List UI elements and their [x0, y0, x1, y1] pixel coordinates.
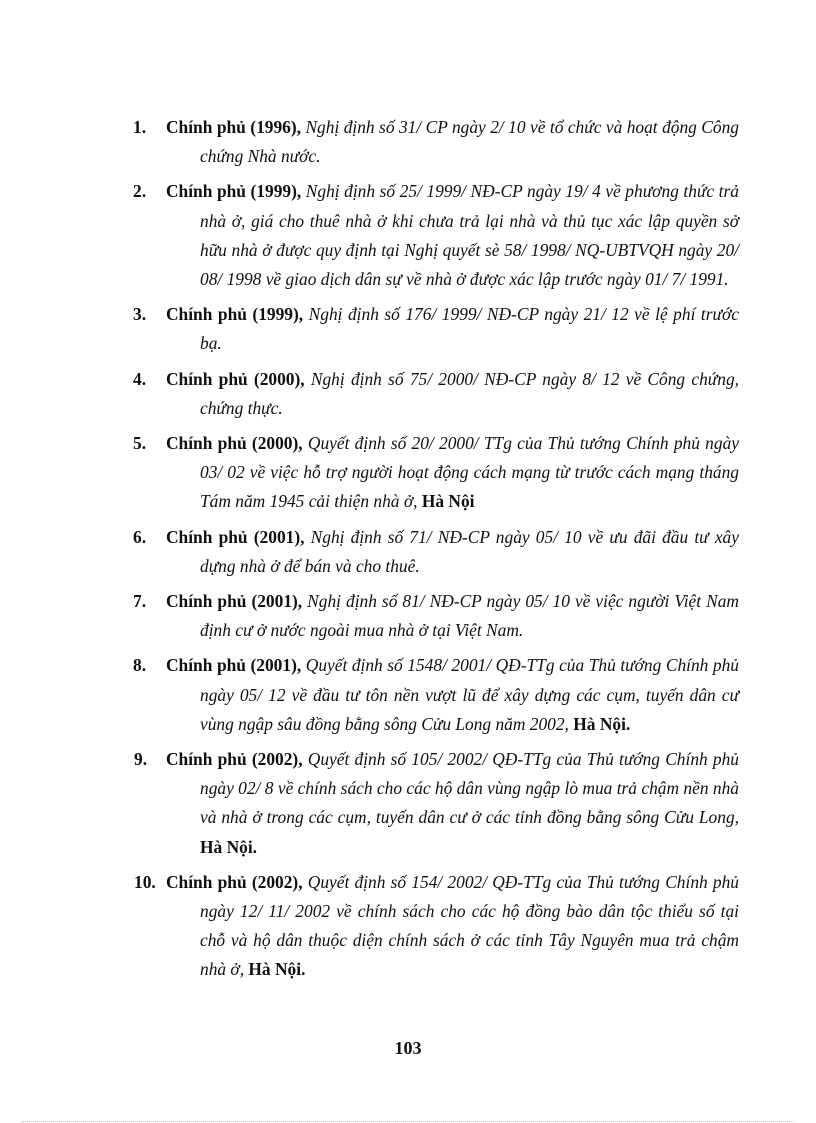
reference-number: 8. [133, 655, 147, 676]
reference-title: Nghị định số 31/ CP ngày 2/ 10 về tổ chức và hoạt động Công chứng Nhà nước. [200, 117, 739, 167]
reference-title: Quyết định số 1548/ 2001/ QĐ-TTg của Thủ tướng Chính phủ ngày 05/ 12 về đầu tư tôn nền vượt lũ để xây dựng các cụm, tuyến dân cư vùng ngập sâu đồng bằng sông Cửu Long năm 2002, [200, 655, 739, 734]
reference-author: Chính phủ (1996), [166, 117, 302, 137]
reference-author: Chính phủ (1999), [166, 304, 304, 325]
reference-number: 7. [133, 591, 147, 612]
reference-item [133, 745, 739, 862]
reference-item [133, 868, 739, 985]
reference-title: Nghị định số 71/ NĐ-CP ngày 05/ 10 về ưu đãi đầu tư xây dựng nhà ở để bán và cho thuê. [200, 526, 739, 576]
reference-author: Chính phủ (2002), [166, 871, 303, 892]
page-number: 103 [394, 1038, 422, 1058]
reference-place: Hà Nội. [568, 713, 631, 734]
reference-item [133, 429, 739, 517]
reference-number: 10. [134, 871, 156, 892]
reference-place: Hà Nội. [244, 959, 306, 980]
reference-author: Chính phủ (2001), [166, 655, 302, 676]
reference-number: 4. [133, 368, 147, 389]
reference-number: 9. [134, 749, 148, 770]
reference-place: Hà Nội [417, 491, 475, 512]
reference-item [133, 365, 739, 423]
reference-title: Nghị định số 25/ 1999/ NĐ-CP ngày 19/ 4 về phương thức trả nhà ở, giá cho thuê nhà ở khi chưa trả lại nhà và thủ tục xác lập quyền sở hữu nhà ở được quy định tại Nghị quyết sè 58/ 1998/ NQ-UBTVQH ngày 20/ 08/ 1998 về giao dịch dân sự về nhà ở được xác lập trước ngày 01/ 7/ 1991. [200, 181, 739, 290]
reference-title: Quyết định số 154/ 2002/ QĐ-TTg của Thủ tướng Chính phủ ngày 12/ 11/ 2002 về chính sách cho các hộ đồng bào dân tộc thiểu số tại chỗ và hộ dân thuộc diện chính sách ở các tỉnh Tây Nguyên mua trả chậm nhà ở, [200, 871, 739, 980]
reference-place: Hà Nội. [200, 836, 258, 857]
reference-item [133, 587, 739, 645]
reference-author: Chính phủ (2000), [166, 368, 305, 389]
reference-title: Nghị định số 75/ 2000/ NĐ-CP ngày 8/ 12 về Công chứng, chứng thực. [200, 368, 739, 418]
reference-item [133, 300, 739, 358]
reference-title: Nghị định số 176/ 1999/ NĐ-CP ngày 21/ 12 về lệ phí trước bạ. [200, 304, 739, 354]
reference-item [133, 523, 739, 581]
reference-number: 3. [133, 304, 147, 325]
reference-item [133, 177, 739, 294]
reference-item [133, 651, 739, 739]
reference-number: 5. [133, 433, 147, 454]
reference-title: Nghị định số 81/ NĐ-CP ngày 05/ 10 về việc người Việt Nam định cư ở nước ngoài mua nhà ở tại Việt Nam. [200, 591, 739, 641]
reference-author: Chính phủ (1999), [166, 181, 302, 202]
reference-title: Quyết định số 105/ 2002/ QĐ-TTg của Thủ tướng Chính phủ ngày 02/ 8 về chính sách cho các hộ dân vùng ngập lò mua trả chậm nền nhà và nhà ở trong các cụm, tuyến dân cư ở các tỉnh đồng bằng sông Cửu Long, [200, 749, 739, 828]
reference-author: Chính phủ (2001), [166, 591, 303, 612]
reference-number: 1. [133, 117, 147, 137]
reference-number: 2. [133, 181, 147, 202]
page-bottom-divider [22, 1121, 794, 1122]
reference-list [133, 113, 739, 991]
reference-author: Chính phủ (2002), [166, 749, 303, 770]
reference-author: Chính phủ (2001), [166, 526, 305, 547]
reference-title: Quyết định số 20/ 2000/ TTg của Thủ tướng Chính phủ ngày 03/ 02 về việc hỗ trợ người hoạt động cách mạng từ trước cách mạng tháng Tám năm 1945 cải thiện nhà ở, [200, 433, 739, 512]
reference-item [133, 113, 739, 171]
reference-author: Chính phủ (2000), [166, 433, 303, 454]
reference-number: 6. [133, 526, 147, 547]
